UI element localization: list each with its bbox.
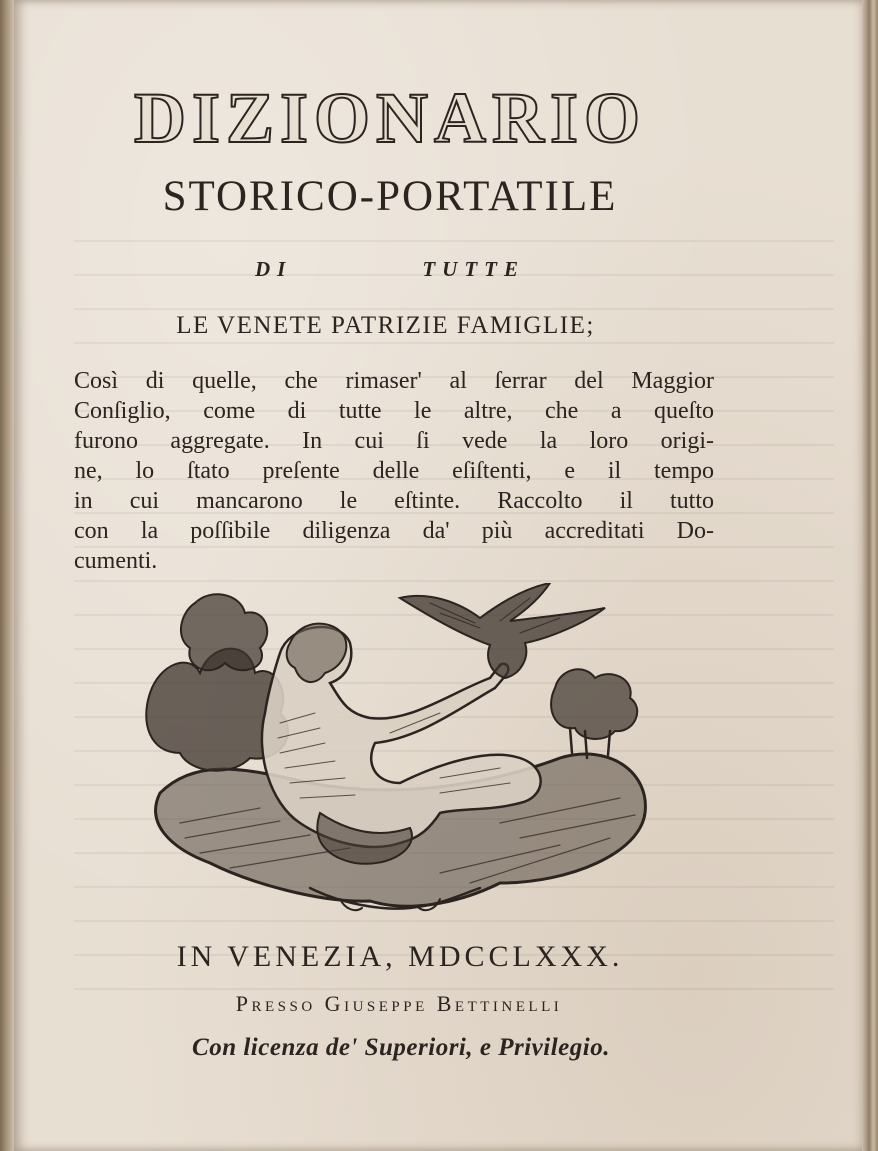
imprint-printer: Presso Giuseppe Bettinelli (235, 991, 563, 1016)
title-di-tutte (255, 255, 525, 283)
imprint-license: Con licenza de' Superiori, e Privilegio. (192, 1034, 610, 1061)
title-storico-portatile: STORICO-PORTATILE (162, 173, 618, 220)
title-tutte: TUTTE (422, 257, 525, 281)
description-paragraph (74, 366, 714, 576)
description-line: furono aggregate. In cui ſi vede la loro origi- (74, 428, 714, 454)
title-dizionario: DIZIONARIO (133, 78, 647, 158)
imprint-place-date: IN VENEZIA, MDCCLXXX. (176, 940, 624, 973)
description-line: Conſiglio, come di tutte le altre, che a queſto (74, 398, 714, 424)
description-line: in cui mancarono le eſtinte. Raccolto il tutto (74, 488, 714, 514)
page-edges (862, 0, 878, 1151)
description-line: ne, lo ſtato preſente delle eſiſtenti, e il tempo (74, 458, 714, 484)
title-di: DI (255, 257, 293, 281)
description-line: Così di quelle, che rimaser' al ſerrar del Maggior (74, 368, 714, 394)
description-line: con la poſſibile diligenza da' più accreditati Do- (74, 518, 714, 544)
title-venete-patrizie: LE VENETE PATRIZIE FAMIGLIE; (176, 312, 595, 339)
woodcut-illustration-icon (140, 583, 660, 918)
description-line: cumenti. (74, 548, 158, 574)
